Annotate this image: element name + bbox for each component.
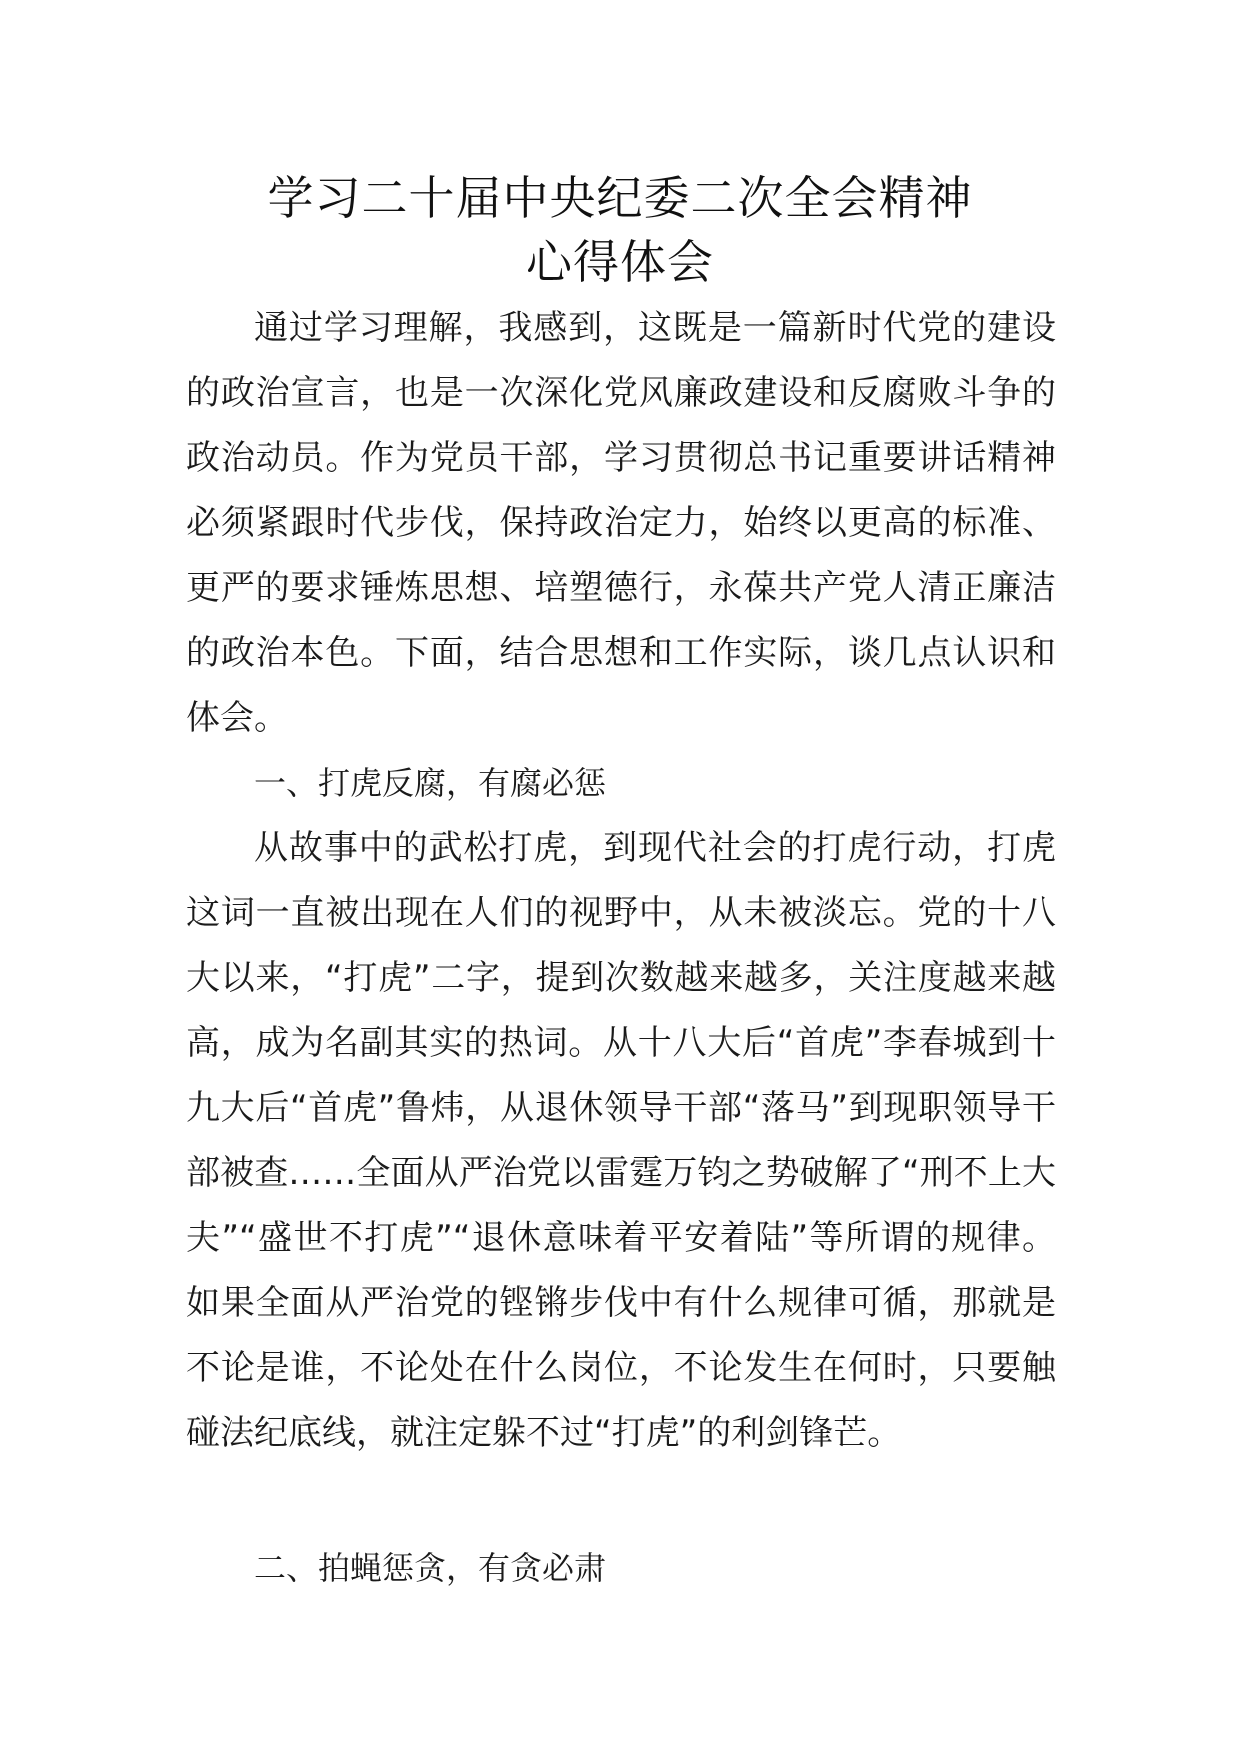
paragraph-intro: 通过学习理解，我感到，这既是一篇新时代党的建设的政治宣言，也是一次深化党风廉政建设和反腐败斗争的政治动员。作为党员干部，学习贯彻总书记重要讲话精神必须紧跟时代步伐，保持政治定力，始终以更高的标准、更严的要求锤炼思想、培塑德行，永葆共产党人清正廉洁的政治本色。下面，结合思想和工作实际，谈几点认识和体会。 <box>186 308 1056 738</box>
section-heading-1: 一、打虎反腐，有腐必惩 <box>254 764 607 802</box>
document-title-line1: 学习二十届中央纪委二次全会精神 <box>267 171 973 225</box>
section-heading-2: 二、拍蝇惩贪，有贪必肃 <box>254 1549 607 1587</box>
document-title-line2: 心得体会 <box>526 235 714 289</box>
paragraph-section-1: 从故事中的武松打虎，到现代社会的打虎行动，打虎这词一直被出现在人们的视野中，从未被淡忘。党的十八大以来，“打虎”二字，提到次数越来越多，关注度越来越高，成为名副其实的热词。从十八大后“首虎”李春城到十九大后“首虎”鲁炜，从退休领导干部“落马”到现职领导干部被查……全面从严治党以雷霆万钧之势破解了“刑不上大夫”“盛世不打虎”“退休意味着平安着陆”等所谓的规律。如果全面从严治党的铿锵步伐中有什么规律可循，那就是不论是谁，不论处在什么岗位，不论发生在何时，只要触碰法纪底线，就注定躲不过“打虎”的利剑锋芒。 <box>186 828 1056 1453</box>
